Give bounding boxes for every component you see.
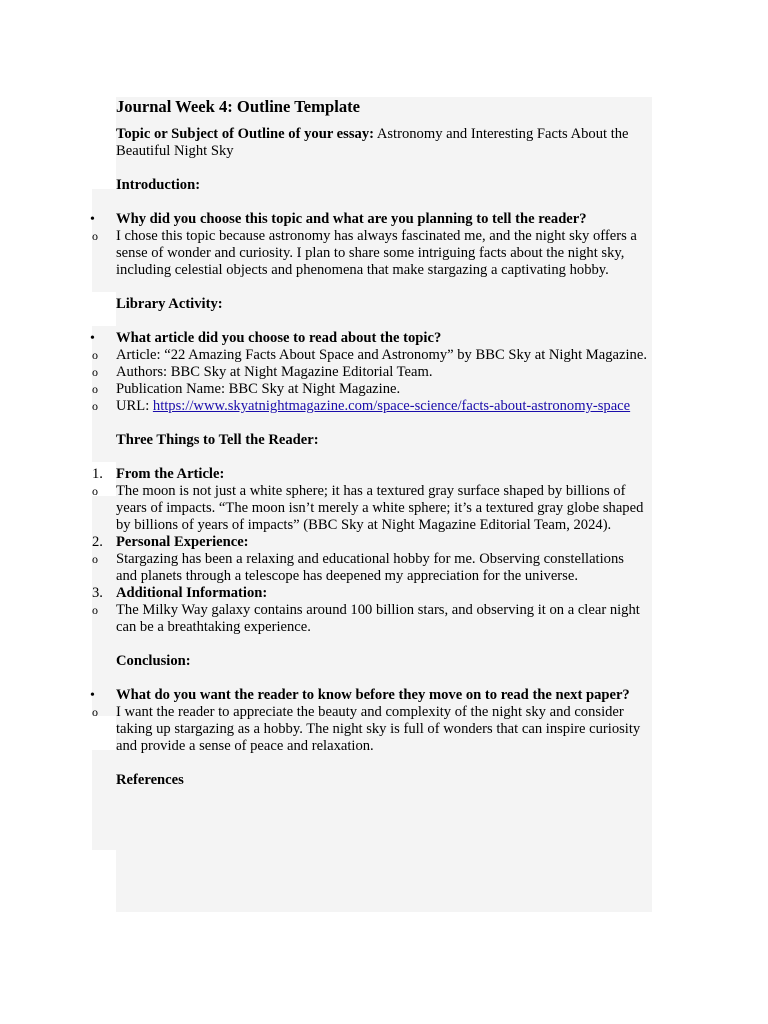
shade-block xyxy=(116,850,652,912)
thing-label: From the Article: xyxy=(116,466,225,482)
question-text: Why did you choose this topic and what are you planning to tell the reader? xyxy=(116,211,587,227)
url-label: URL: xyxy=(116,398,153,414)
answer-text: I want the reader to appreciate the beauty and complexity of the night sky and consider taking up stargazing as a hobby. The night sky is full of wonders that can inspire curiosity and provide a sense of peace and relaxation. xyxy=(116,704,641,754)
library-url xyxy=(92,398,648,415)
introduction-heading: Introduction: xyxy=(116,177,201,193)
references-heading: References xyxy=(116,772,184,788)
introduction-question xyxy=(90,211,648,228)
thing-text: The Milky Way galaxy contains around 100 billion stars, and observing it on a clear night can be a breathtaking experience. xyxy=(116,602,640,635)
thing-detail xyxy=(92,551,648,585)
conclusion-answer xyxy=(92,704,648,755)
circle-bullet-icon: o xyxy=(92,705,98,719)
answer-text: I chose this topic because astronomy has always fascinated me, and the night sky offers a sense of wonder and curiosity. I plan to share some intriguing facts about the night sky, including celestial objects and phenomena that make stargazing a captivating hobby. xyxy=(116,228,637,278)
conclusion-question xyxy=(90,687,648,704)
circle-bullet-icon: o xyxy=(92,365,98,379)
library-article xyxy=(92,347,648,364)
document-body xyxy=(90,97,648,806)
conclusion-heading: Conclusion: xyxy=(116,653,191,669)
thing-detail xyxy=(92,483,648,534)
bullet-icon: • xyxy=(90,688,95,703)
library-question xyxy=(90,330,648,347)
circle-bullet-icon: o xyxy=(92,382,98,396)
thing-text: The moon is not just a white sphere; it has a textured gray surface shaped by billions of years of impacts. “The moon isn’t merely a white sphere; it’s a textured gray globe shaped by billions of years of impacts” (BBC Sky at Night Magazine Editorial Team, 2024). xyxy=(116,483,644,533)
introduction-answer xyxy=(92,228,648,279)
article-text: Article: “22 Amazing Facts About Space and Astronomy” by BBC Sky at Night Magazine. xyxy=(116,347,647,363)
thing-item xyxy=(92,466,648,483)
circle-bullet-icon: o xyxy=(92,348,98,362)
thing-label: Additional Information: xyxy=(116,585,268,601)
article-link[interactable]: https://www.skyatnightmagazine.com/space-science/facts-about-astronomy-space xyxy=(152,398,631,414)
thing-label: Personal Experience: xyxy=(116,534,249,550)
thing-item xyxy=(92,534,648,551)
publication-text: Publication Name: BBC Sky at Night Magazine. xyxy=(116,381,401,397)
question-text: What do you want the reader to know before they move on to read the next paper? xyxy=(116,687,630,703)
library-authors xyxy=(92,364,648,381)
bullet-icon: • xyxy=(90,212,95,227)
thing-text: Stargazing has been a relaxing and educational hobby for me. Observing constellations and planets through a telescope has deepened my appreciation for the universe. xyxy=(116,551,624,584)
three-things-heading: Three Things to Tell the Reader: xyxy=(116,432,319,448)
item-number: 1. xyxy=(92,466,103,482)
bullet-icon: • xyxy=(90,331,95,346)
topic-label: Topic or Subject of Outline of your essay: xyxy=(116,126,374,142)
circle-bullet-icon: o xyxy=(92,484,98,498)
circle-bullet-icon: o xyxy=(92,229,98,243)
question-text: What article did you choose to read about the topic? xyxy=(116,330,442,346)
thing-detail xyxy=(92,602,648,636)
item-number: 2. xyxy=(92,534,103,550)
circle-bullet-icon: o xyxy=(92,552,98,566)
library-publication xyxy=(92,381,648,398)
topic-value: Astronomy and Interesting Facts About the Beautiful Night Sky xyxy=(116,126,629,159)
library-heading: Library Activity: xyxy=(116,296,223,312)
page-title: Journal Week 4: Outline Template xyxy=(116,97,361,116)
item-number: 3. xyxy=(92,585,103,601)
topic-line xyxy=(116,126,648,160)
circle-bullet-icon: o xyxy=(92,603,98,617)
authors-text: Authors: BBC Sky at Night Magazine Editorial Team. xyxy=(116,364,433,380)
circle-bullet-icon: o xyxy=(92,399,98,413)
thing-item xyxy=(92,585,648,602)
